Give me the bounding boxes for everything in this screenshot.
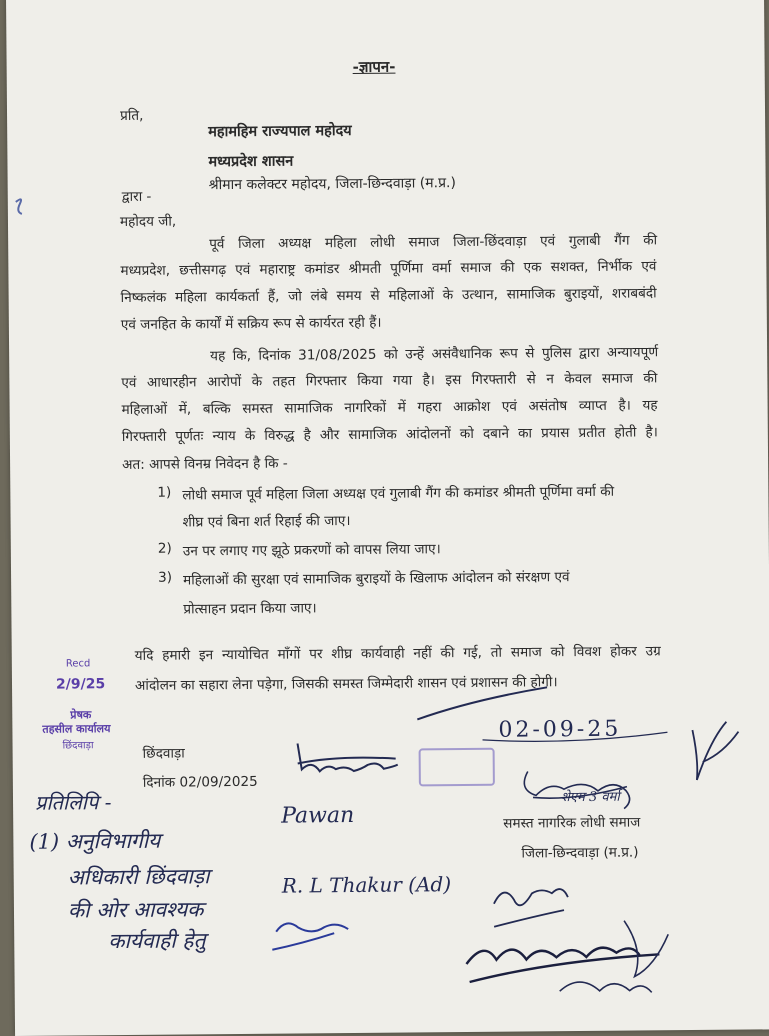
closing-line: यदि हमारी इन न्यायोचित माँगों पर शीघ्र कार्यवाही नहीं की गई, तो समाज को विवश होकर उग्र <box>134 643 661 664</box>
handwritten-date: 02-09-25 <box>498 716 622 743</box>
copy-to-line: (1) अनुविभागीय <box>29 828 161 854</box>
para1-line: मध्यप्रदेश, छत्तीसगढ़ एवं महाराष्ट्र कमांडर श्रीमती पूर्णिमा वर्मा समाज की एक सशक्त, निर्भीक एवं <box>120 258 657 280</box>
received-stamp-text: छिंदवाड़ा <box>62 740 94 752</box>
received-note: Recd <box>65 658 91 670</box>
demand-line: लोधी समाज पूर्व महिला जिला अध्यक्ष एवं गुलाबी गैंग की कमांडर श्रीमती पूर्णिमा वर्मा की <box>182 483 615 504</box>
ink-stroke <box>417 687 547 719</box>
via-collector: श्रीमान कलेक्टर महोदय, जिला-छिन्दवाड़ा (म.प्र.) <box>208 175 457 194</box>
demand-line: शीघ्र एवं बिना शर्त रिहाई की जाए। <box>182 513 351 531</box>
sender-society: समस्त नागरिक लोधी समाज <box>503 814 641 832</box>
signature-scribble <box>560 981 652 993</box>
para2-line: गिरफ्तारी पूर्णतः न्याय के विरुद्ध है और सामाजिक आंदोलनों को दबाने का प्रयास प्रतीत होती है। <box>121 424 658 446</box>
para2-line: महिलाओं में, बल्कि समस्त सामाजिक नागरिकों में गहरा आक्रोश एवं असंतोष व्याप्त है। यह <box>121 397 658 419</box>
signature-thakur: R. L Thakur (Ad) <box>281 872 452 898</box>
request-intro: अत: आपसे विनम्र निवेदन है कि - <box>122 455 288 474</box>
document-page <box>6 0 769 1036</box>
demand-number: 1) <box>157 484 172 501</box>
signature-scribble <box>298 743 398 772</box>
sender-district: जिला-छिन्दवाड़ा (म.प्र.) <box>521 844 639 862</box>
signature-scribble <box>272 923 348 950</box>
prati-label: प्रति, <box>119 107 144 125</box>
copy-to-line: की ओर आवश्यक <box>67 897 204 923</box>
para1-line: निष्कलंक महिला कार्यकर्ता हैं, जो लंबे समय से महिलाओं के उत्थान, सामाजिक बुराइयों, शराबबंदी <box>120 285 657 307</box>
ink-marks <box>6 0 769 1036</box>
received-stamp-text: तहसील कार्यालय <box>42 722 111 736</box>
para2-line: यह कि, दिनांक 31/08/2025 को उन्हें असंवैधानिक रूप से पुलिस द्वारा अन्यायपूर्ण <box>210 344 659 365</box>
demand-number: 3) <box>158 569 173 586</box>
received-date: 2/9/25 <box>55 676 106 693</box>
closing-line: आंदोलन का सहारा लेना पड़ेगा, जिसकी समस्त जिम्मेदारी शासन एवं प्रशासन की होगी। <box>134 674 558 694</box>
place: छिंदवाड़ा <box>142 745 185 762</box>
demand-line: प्रोत्साहन प्रदान किया जाए। <box>183 600 317 618</box>
addressee-government: मध्यप्रदेश शासन <box>208 153 294 171</box>
margin-mark <box>16 199 22 214</box>
ink-stroke <box>482 732 667 742</box>
received-stamp-text: प्रेषक <box>70 708 92 722</box>
via-label: द्वारा - <box>121 188 152 205</box>
signature-scribble <box>692 722 739 780</box>
demand-line: महिलाओं की सुरक्षा एवं सामाजिक बुराइयों के खिलाफ आंदोलन को संरक्षण एवं <box>183 569 570 589</box>
signature-pawan: Pawan <box>281 802 355 829</box>
signature-scribble <box>494 889 568 927</box>
para1-line: पूर्व जिला अध्यक्ष महिला लोधी समाज जिला-छिंदवाड़ा एवं गुलाबी गैंग की <box>209 232 658 253</box>
demand-number: 2) <box>157 540 172 557</box>
signature-scribble <box>524 771 629 810</box>
copy-to-line: अधिकारी छिंदवाड़ा <box>67 864 210 890</box>
document-title: -ज्ञापन- <box>352 57 396 76</box>
copy-to-line: कार्यवाही हेतु <box>108 928 206 954</box>
demand-line: उन पर लगाए गए झूठे प्रकरणों को वापस लिया जाए। <box>182 541 441 560</box>
para1-line: एवं जनहित के कार्यों में सक्रिय रूप से कार्यरत रही हैं। <box>120 314 382 334</box>
salutation: महोदय जी, <box>119 213 177 231</box>
signature-scribble <box>466 947 659 982</box>
date-line: दिनांक 02/09/2025 <box>142 773 258 791</box>
copy-to-heading: प्रतिलिपि - <box>34 790 112 815</box>
para2-line: एवं आधारहीन आरोपों के तहत गिरफ्तार किया गया है। इस गिरफ्तारी से न केवल समाज की <box>121 370 658 392</box>
addressee-governor: महामहिम राज्यपाल महोदय <box>208 122 352 141</box>
signature-sadhna: शेएम 3 वर्मा <box>560 789 620 806</box>
